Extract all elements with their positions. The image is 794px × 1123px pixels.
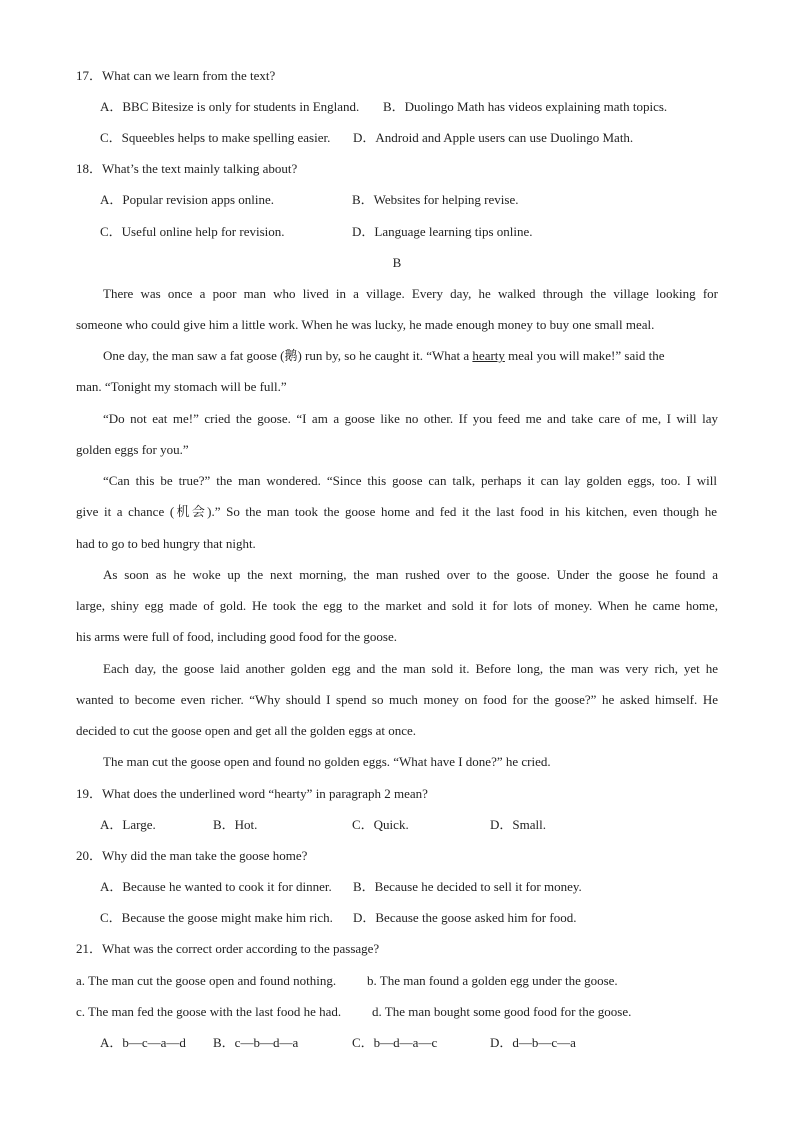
passage-line-9: had to go to bed hungry that night.: [76, 536, 256, 551]
q21-option-d: D．d—b—c—a: [490, 1035, 576, 1050]
q19-question: 19．What does the underlined word “hearty” in paragraph 2 mean?: [76, 786, 428, 801]
passage-line-16: The man cut the goose open and found no golden eggs. “What have I done?” he cried.: [103, 754, 551, 769]
passage-line-3-start: One day, the man saw a fat goose (鹅) run by, so he caught it. “What a: [103, 348, 470, 363]
q17-option-d: D．Android and Apple users can use Duolingo Math.: [353, 130, 634, 145]
q21-option-c: C．b—d—a—c: [352, 1035, 438, 1050]
q19-option-b: B．Hot.: [213, 817, 258, 832]
q21-question: 21．What was the correct order according to the passage?: [76, 941, 380, 956]
q18-option-a: A．Popular revision apps online.: [100, 192, 275, 207]
passage-line-2: someone who could give him a little work. When he was lucky, he made enough money to buy one small meal.: [76, 317, 655, 332]
q18-question: 18．What’s the text mainly talking about?: [76, 161, 298, 176]
q20-option-b: B．Because he decided to sell it for money.: [353, 879, 582, 894]
underlined-word-hearty: hearty: [472, 348, 505, 363]
q21-event-c: c. The man fed the goose with the last food he had.: [76, 1004, 342, 1019]
q18-option-b: B．Websites for helping revise.: [352, 192, 519, 207]
q21-option-a: A．b—c—a—d: [100, 1035, 186, 1050]
passage-line-5: “Do not eat me!” cried the goose. “I am a goose like no other. If you feed me and take care of me, I will lay: [103, 411, 718, 426]
q21-event-a: a. The man cut the goose open and found nothing.: [76, 973, 337, 988]
passage-line-11: large, shiny egg made of gold. He took the egg to the market and sold it for lots of money. When he came home,: [76, 598, 718, 613]
passage-line-1: There was once a poor man who lived in a village. Every day, he walked through the village looking for: [103, 286, 718, 301]
passage-heading: B: [392, 255, 402, 270]
passage-line-15: decided to cut the goose open and get all the golden eggs at once.: [76, 723, 417, 738]
passage-line-6: golden eggs for you.”: [76, 442, 189, 457]
q20-option-a: A．Because he wanted to cook it for dinner.: [100, 879, 332, 894]
passage-line-13: Each day, the goose laid another golden egg and the man sold it. Before long, the man was very rich, yet he: [103, 661, 718, 676]
q17-question: 17．What can we learn from the text?: [76, 68, 276, 83]
q21-option-b: B．c—b—d—a: [213, 1035, 299, 1050]
q21-event-b: b. The man found a golden egg under the goose.: [367, 973, 618, 988]
passage-line-10: As soon as he woke up the next morning, the man rushed over to the goose. Under the goose he found a: [103, 567, 718, 582]
q20-option-c: C．Because the goose might make him rich.: [100, 910, 333, 925]
q20-question: 20．Why did the man take the goose home?: [76, 848, 308, 863]
passage-line-8: give it a chance (机会).” So the man took the goose home and fed it the last food in his kitchen, even though he: [76, 504, 717, 519]
q18-option-d: D．Language learning tips online.: [352, 224, 533, 239]
passage-line-7: “Can this be true?” the man wondered. “Since this goose can talk, perhaps it can lay golden eggs, too. I will: [103, 473, 717, 488]
q17-option-c: C．Squeebles helps to make spelling easier.: [100, 130, 331, 145]
passage-line-4: man. “Tonight my stomach will be full.”: [76, 379, 287, 394]
q20-option-d: D．Because the goose asked him for food.: [353, 910, 577, 925]
q17-option-a: A．BBC Bitesize is only for students in England.: [100, 99, 360, 114]
passage-line-3-end: meal you will make!” said the: [508, 348, 665, 363]
q19-option-c: C．Quick.: [352, 817, 409, 832]
q17-option-b: B．Duolingo Math has videos explaining math topics.: [383, 99, 668, 114]
q21-event-d: d. The man bought some good food for the goose.: [372, 1004, 632, 1019]
passage-line-3: [103, 348, 664, 364]
passage-line-12: his arms were full of food, including good food for the goose.: [76, 629, 397, 644]
passage-line-14: wanted to become even richer. “Why should I spend so much money on food for the goose?” he asked himself. He: [76, 692, 718, 707]
q19-option-d: D．Small.: [490, 817, 546, 832]
q18-option-c: C．Useful online help for revision.: [100, 224, 285, 239]
q19-option-a: A．Large.: [100, 817, 156, 832]
